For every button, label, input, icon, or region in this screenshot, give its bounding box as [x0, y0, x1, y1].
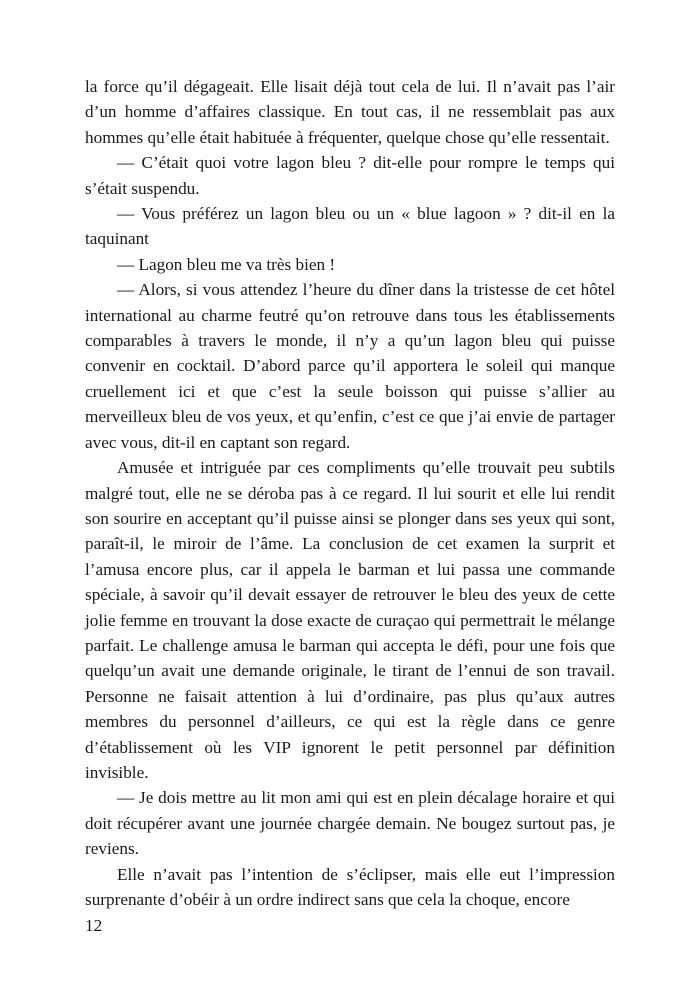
- paragraph: — Je dois mettre au lit mon ami qui est en plein décalage horaire et qui doit récupérer avant une journée chargée demain. Ne bougez surtout pas, je reviens.: [85, 788, 615, 859]
- page-number: 12: [85, 916, 103, 935]
- paragraph: — C’était quoi votre lagon bleu ? dit-elle pour rompre le temps qui s’était suspendu.: [85, 153, 615, 198]
- paragraph: Elle n’avait pas l’intention de s’éclipser, mais elle eut l’impression surprenante d’obéir à un ordre indirect sans que cela la choque, encore: [85, 864, 615, 909]
- paragraph: — Alors, si vous attendez l’heure du dîner dans la tristesse de cet hôtel international au charme feutré qu’on retrouve dans tous les établissements comparables à travers le monde, il n’y a qu’un lagon bleu qui puisse convenir en cocktail. D’abord parce qu’il apportera le soleil qui manque cruellement ici et que c’est la seule boisson qui puisse s’allier au merveilleux bleu de vos yeux, et qu’enfin, c’est ce que j’ai envie de partager avec vous, dit-il en captant son regard.: [85, 280, 615, 452]
- paragraph: — Vous préférez un lagon bleu ou un « blue lagoon » ? dit-il en la taquinant: [85, 204, 615, 249]
- paragraph: — Lagon bleu me va très bien !: [117, 254, 336, 274]
- paragraph: Amusée et intriguée par ces compliments qu’elle trouvait peu subtils malgré tout, elle ne se déroba pas à ce regard. Il lui sourit et elle lui rendit son sourire en acceptant qu’il puisse ainsi se plonger dans ses yeux qui sont, paraît-il, le miroir de l’âme. La conclusion de cet examen la surprit et l’amusa encore plus, car il appela le barman et lui passa une commande spéciale, à savoir qu’il devait essayer de retrouver le bleu des yeux de cette jolie femme en trouvant la dose exacte de curaçao qui permettrait le mélange parfait. Le challenge amusa le barman qui accepta le défi, pour une fois que quelqu’un avait une demande originale, le tirant de l’ennui de son travail. Personne ne faisait attention à lui d’ordinaire, pas plus qu’aux autres membres du personnel d’ailleurs, ce qui est la règle dans ce genre d’établissement où les VIP ignorent le petit personnel par définition invisible.: [85, 458, 615, 782]
- paragraph: la force qu’il dégageait. Elle lisait déjà tout cela de lui. Il n’avait pas l’air d’un homme d’affaires classique. En tout cas, il ne ressemblait pas aux hommes qu’elle était habituée à fréquenter, quelque chose qu’elle ressentait.: [85, 77, 615, 147]
- page-body: [85, 74, 615, 912]
